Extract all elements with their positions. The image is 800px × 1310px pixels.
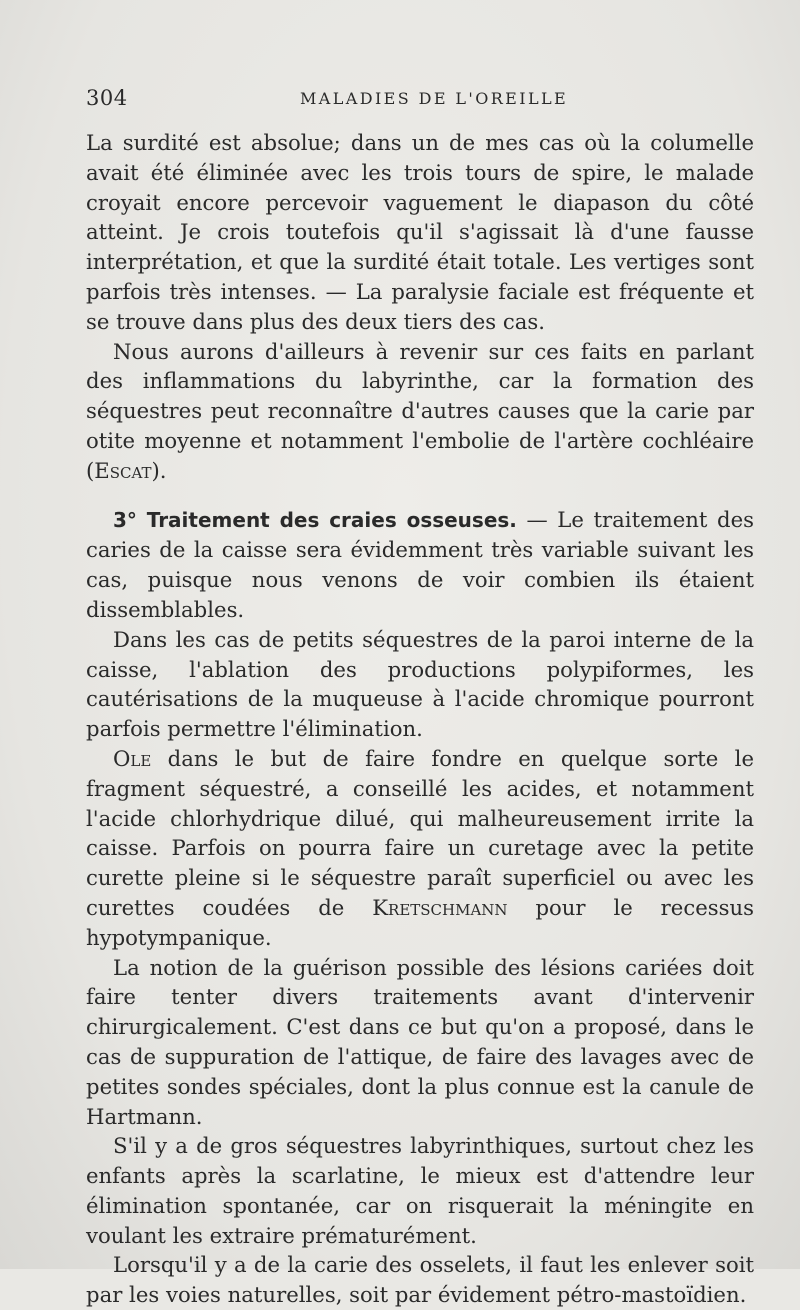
paragraph-7-text: S'il y a de gros séquestres labyrinthiques, surtout chez les enfants après la scarlatine, le mieux est d'attendre leur élimination spontanée, car on risquerait la méningite en voulant les extraire prématurément. bbox=[86, 1133, 754, 1248]
running-title: MALADIES DE L'OREILLE bbox=[300, 89, 569, 108]
section-intro-text: — Le traitement des caries de la caisse sera évidemment très variable suivant les cas, puisque nous venons de voir combien ils étaient dissemblables. bbox=[86, 506, 755, 622]
paragraph-2 bbox=[86, 337, 754, 486]
paragraph-5-text: dans le but de faire fondre en quelque sorte le fragment séquestré, a conseillé les acides, et notamment l'acide chlorhydrique dilué, qui malheureusement irrite la caisse. Parfois on pourra faire un curetage avec la petite curette pleine si le séquestre paraît superficiel ou avec les curettes coudées de bbox=[86, 745, 754, 920]
paragraph-7 bbox=[86, 1131, 754, 1250]
body-text bbox=[86, 128, 754, 1310]
page-number: 304 bbox=[86, 86, 128, 110]
paragraph-5 bbox=[86, 744, 754, 953]
paragraph-8 bbox=[86, 1250, 754, 1310]
paragraph-6-text: La notion de la guérison possible des lésions cariées doit faire tenter divers traitements avant d'intervenir chirurgicalement. C'est dans ce but qu'on a proposé, dans le cas de suppuration de l'attique, de faire des lavages avec de petites sondes spéciales, dont la plus connue est la canule de Hartmann. bbox=[86, 954, 754, 1129]
paragraph-8-text: Lorsqu'il y a de la carie des osselets, il faut les enlever soit par les voies naturelles, soit par évidement pétro-mastoïdien. bbox=[86, 1252, 754, 1308]
author-ole: Ole bbox=[113, 745, 152, 771]
page-header bbox=[86, 86, 752, 116]
section-heading: 3° Traitement des craies osseuses. bbox=[113, 507, 517, 532]
paragraph-6 bbox=[86, 953, 754, 1132]
paragraph-2-end: ). bbox=[151, 457, 167, 483]
author-escat: Escat bbox=[94, 457, 152, 483]
paragraph-1 bbox=[86, 128, 754, 337]
section-treatment bbox=[86, 505, 754, 625]
paragraph-5-end: pour le recessus hypotympanique. bbox=[86, 894, 754, 950]
paragraph-4-text: Dans les cas de petits séquestres de la paroi interne de la caisse, l'ablation des productions polypiformes, les cautérisations de la muqueuse à l'acide chromique pourront parfois permettre l'élimination. bbox=[86, 626, 754, 742]
paragraph-4 bbox=[86, 625, 754, 744]
author-kretschmann: Kretschmann bbox=[372, 894, 508, 920]
paragraph-2-text: Nous aurons d'ailleurs à revenir sur ces faits en parlant des inflammations du labyrinthe, car la formation des séquestres peut reconnaître d'autres causes que la carie par otite moyenne et notamment l'embolie de l'artère cochléaire ( bbox=[86, 338, 754, 483]
paragraph-1-text: La surdité est absolue; dans un de mes cas où la columelle avait été éliminée avec les trois tours de spire, le malade croyait encore percevoir vaguement le diapason du côté atteint. Je crois toutefois qu'il s'agissait là d'une fausse interprétation, et que la surdité était totale. Les vertiges sont parfois très intenses. — La paralysie faciale est fréquente et se trouve dans plus des deux tiers des cas. bbox=[86, 130, 754, 334]
